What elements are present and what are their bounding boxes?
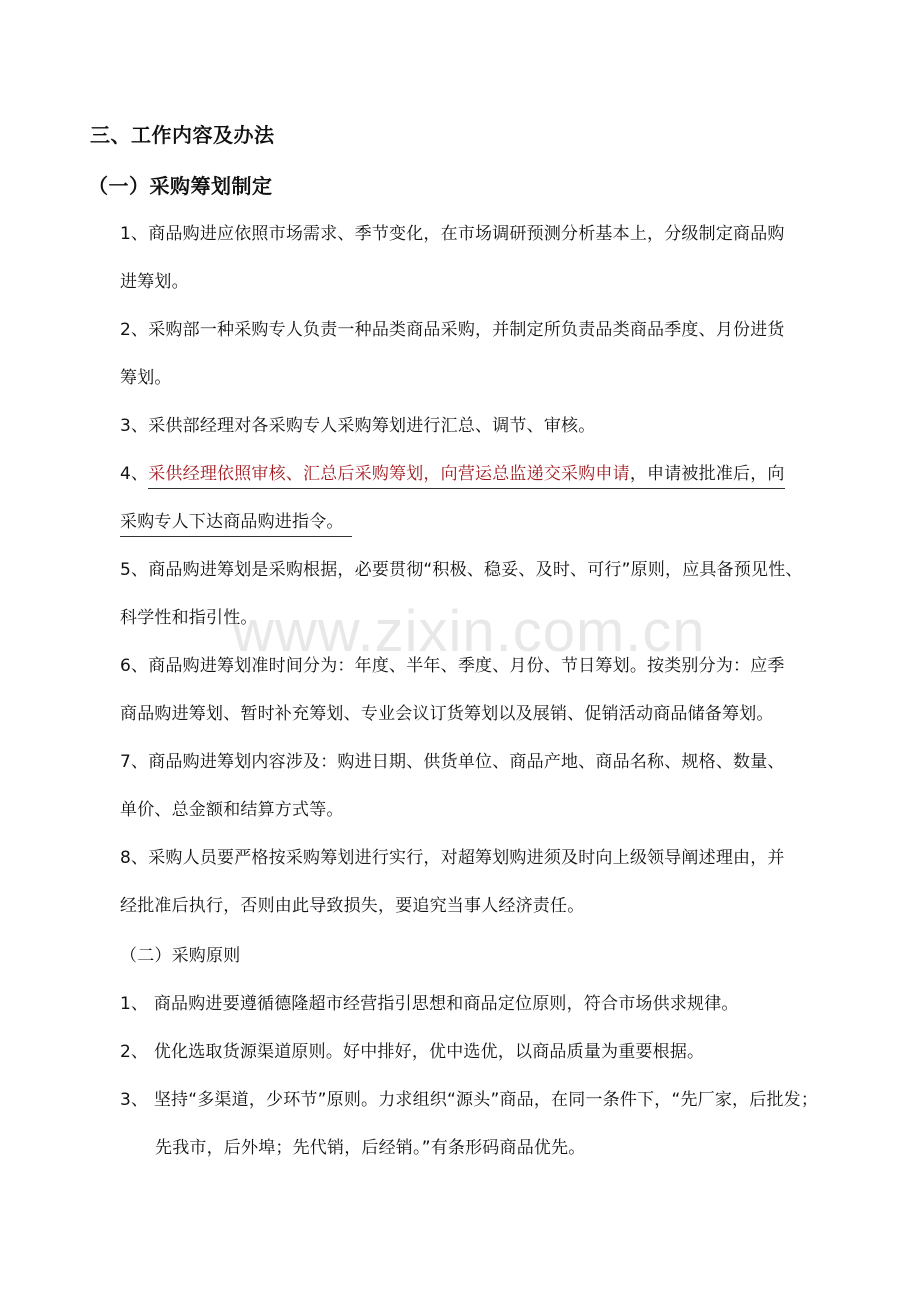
principle-3-line-1: 3、 坚持“多渠道，少环节”原则。力求组织“源头”商品，在同一条件下，“先厂家，后批发；: [120, 1090, 819, 1110]
principle-2: 2、 优化选取货源渠道原则。好中排好，优中选优，以商品质量为重要根据。: [120, 1042, 705, 1062]
paragraph-5-line-1: 5、商品购进筹划是采购根据，必要贯彻“积极、稳妥、及时、可行”原则，应具备预见性、: [120, 560, 803, 580]
paragraph-4-line-1: [120, 462, 785, 486]
subsection-title-1: （一）采购筹划制定: [88, 174, 273, 198]
subsection-title-2: （二）采购原则: [120, 946, 241, 966]
paragraph-1-line-1: 1、商品购进应依照市场需求、季节变化，在市场调研预测分析基本上，分级制定商品购: [120, 224, 785, 244]
paragraph-4-rest: ，申请被批准后，向: [630, 464, 785, 489]
principle-3-line-2: 先我市，后外埠；先代销，后经销。”有条形码商品优先。: [155, 1138, 586, 1158]
paragraph-2-line-1: 2、采购部一种采购专人负责一种品类商品采购，并制定所负责品类商品季度、月份进货: [120, 320, 785, 340]
paragraph-1-line-2: 进筹划。: [120, 272, 189, 292]
paragraph-2-line-2: 筹划。: [120, 368, 172, 388]
paragraph-4-prefix: 4、: [120, 464, 149, 484]
paragraph-4-line-2: [120, 510, 352, 534]
highlighted-text: 采供经理依照审核、汇总后采购筹划，向营运总监递交采购申请: [148, 464, 630, 489]
paragraph-8-line-1: 8、采购人员要严格按采购筹划进行实行，对超筹划购进须及时向上级领导阐述理由，并: [120, 848, 785, 868]
paragraph-8-line-2: 经批准后执行，否则由此导致损失，要追究当事人经济责任。: [120, 896, 585, 916]
paragraph-6-line-1: 6、商品购进筹划准时间分为：年度、半年、季度、月份、节日筹划。按类别分为：应季: [120, 656, 785, 676]
paragraph-5-line-2: 科学性和指引性。: [120, 608, 258, 628]
paragraph-7-line-1: 7、商品购进筹划内容涉及：购进日期、供货单位、商品产地、商品名称、规格、数量、: [120, 752, 785, 772]
paragraph-7-line-2: 单价、总金额和结算方式等。: [120, 800, 344, 820]
paragraph-4-line-2-text: 采购专人下达商品购进指令。: [120, 512, 352, 537]
paragraph-6-line-2: 商品购进筹划、暂时补充筹划、专业会议订货筹划以及展销、促销活动商品储备筹划。: [120, 704, 774, 724]
watermark: www.zixin.com.cn: [232, 599, 706, 664]
principle-1: 1、 商品购进要遵循德隆超市经营指引思想和商品定位原则，符合市场供求规律。: [120, 994, 739, 1014]
section-title: 三、工作内容及办法: [90, 123, 275, 147]
paragraph-3: 3、采供部经理对各采购专人采购筹划进行汇总、调节、审核。: [120, 416, 596, 436]
